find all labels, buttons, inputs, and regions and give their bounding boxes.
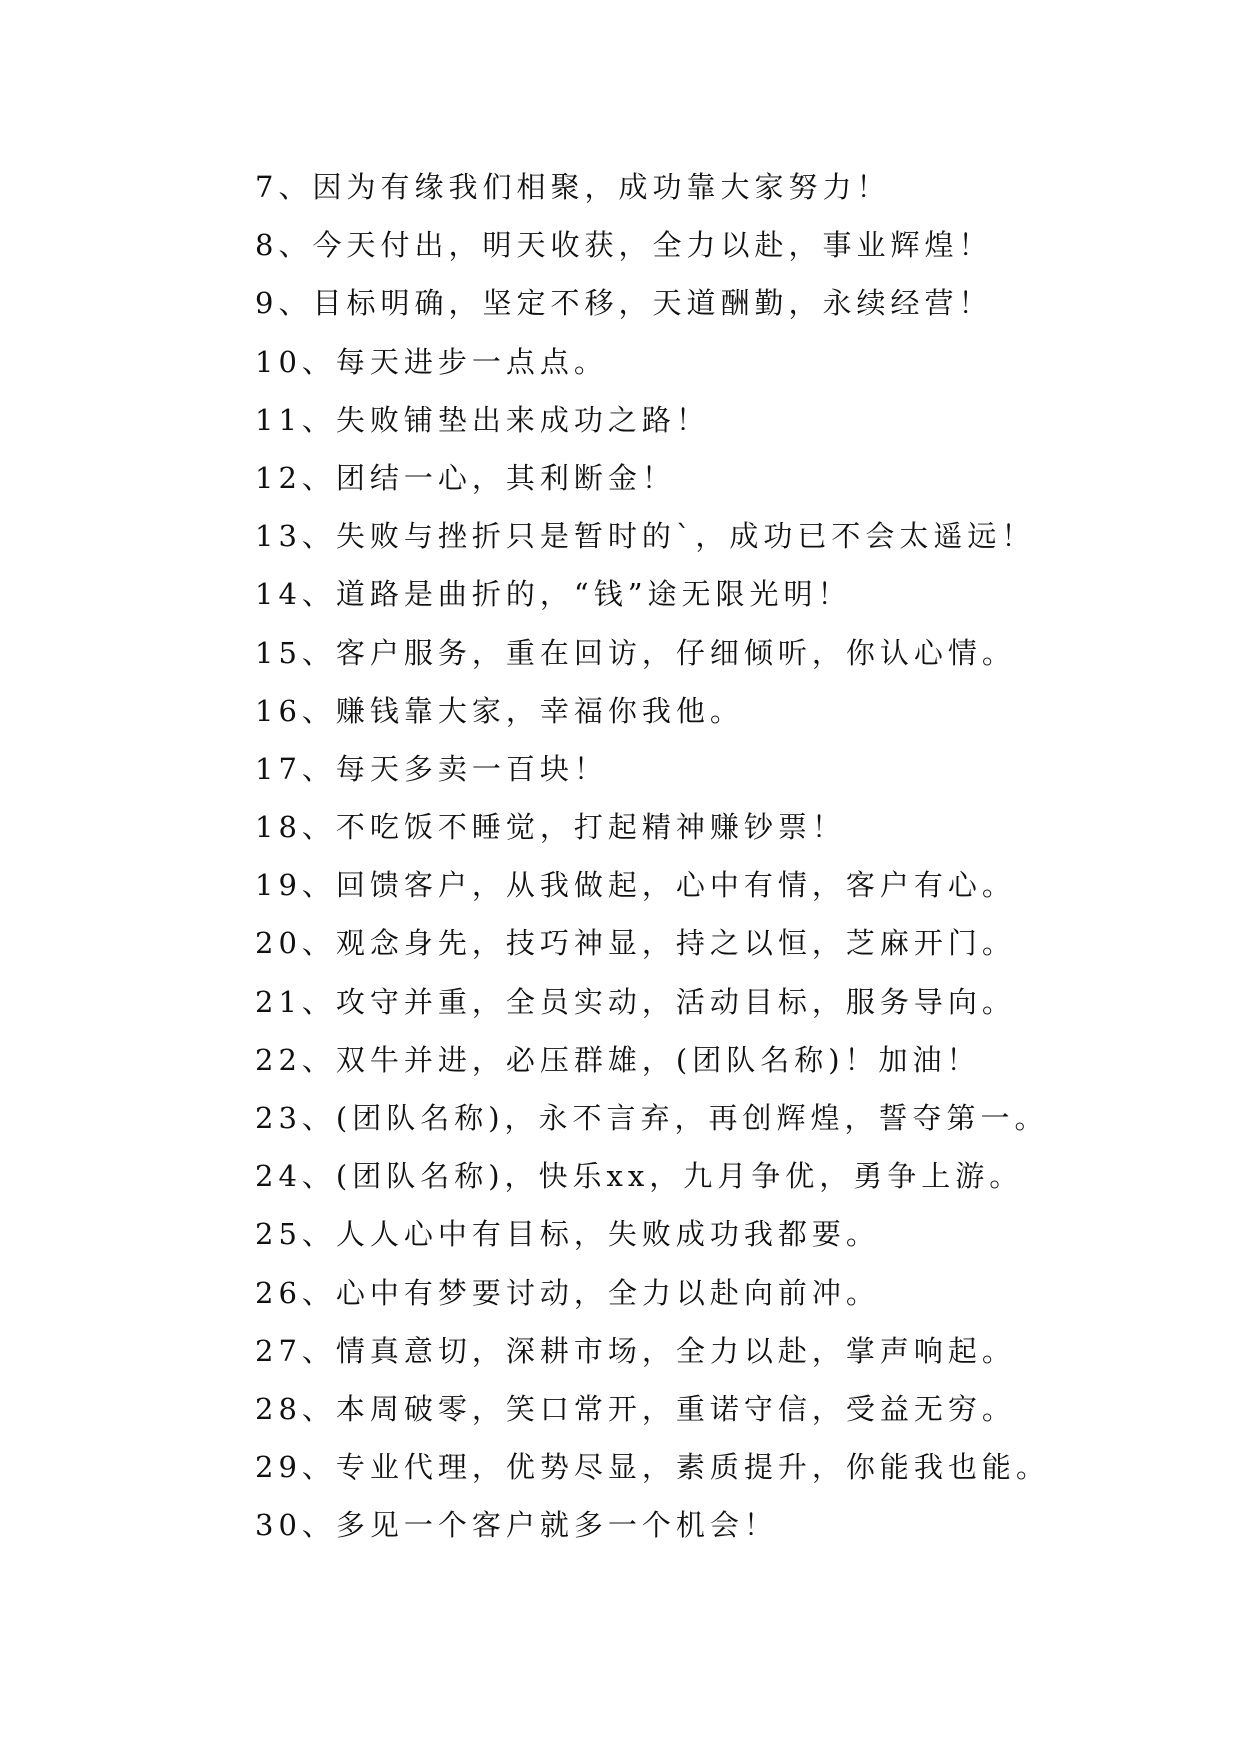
slogan-line: 22、双牛并进，必压群雄，(团队名称)！加油！ [255, 1042, 981, 1077]
slogan-line: 17、每天多卖一百块！ [255, 751, 608, 786]
slogan-line: 7、因为有缘我们相聚，成功靠大家努力！ [255, 170, 891, 204]
slogan-line: 13、失败与挫折只是暂时的`，成功已不会太遥远！ [255, 519, 1036, 554]
slogan-line: 8、今天付出，明天收获，全力以赴，事业辉煌！ [255, 228, 993, 263]
slogan-line: 11、失败铺垫出来成功之路！ [255, 402, 710, 437]
slogan-line: 24、(团队名称)，快乐xx，九月争优，勇争上游。 [255, 1159, 1024, 1194]
slogan-line: 28、本周破零，笑口常开，重诺守信，受益无穷。 [255, 1391, 1016, 1426]
slogan-line: 12、团结一心，其利断金！ [255, 460, 676, 495]
slogan-line: 9、目标明确，坚定不移，天道酬勤，永续经营！ [255, 286, 993, 321]
slogan-line: 23、(团队名称)，永不言弃，再创辉煌，誓夺第一。 [255, 1101, 1049, 1135]
slogan-line: 19、回馈客户，从我做起，心中有情，客户有心。 [255, 868, 1016, 903]
slogan-line: 10、每天进步一点点。 [255, 344, 608, 379]
slogan-line: 27、情真意切，深耕市场，全力以赴，掌声响起。 [255, 1333, 1016, 1368]
slogan-line: 30、多见一个客户就多一个机会！ [255, 1508, 778, 1543]
slogan-line: 26、心中有梦要讨动，全力以赴向前冲。 [255, 1275, 880, 1310]
slogan-list [255, 158, 1155, 1555]
slogan-line: 29、专业代理，优势尽显，素质提升，你能我也能。 [255, 1450, 1050, 1485]
slogan-line: 15、客户服务，重在回访，仔细倾听，你认心情。 [255, 635, 1016, 670]
slogan-line: 14、道路是曲折的，“钱”途无限光明！ [255, 577, 852, 612]
slogan-line: 20、观念身先，技巧神显，持之以恒，芝麻开门。 [255, 926, 1016, 961]
slogan-line: 25、人人心中有目标，失败成功我都要。 [255, 1217, 880, 1252]
slogan-line: 16、赚钱靠大家，幸福你我他。 [255, 693, 744, 728]
slogan-line: 21、攻守并重，全员实动，活动目标，服务导向。 [255, 984, 1016, 1019]
slogan-line: 18、不吃饭不睡觉，打起精神赚钞票！ [255, 810, 846, 845]
